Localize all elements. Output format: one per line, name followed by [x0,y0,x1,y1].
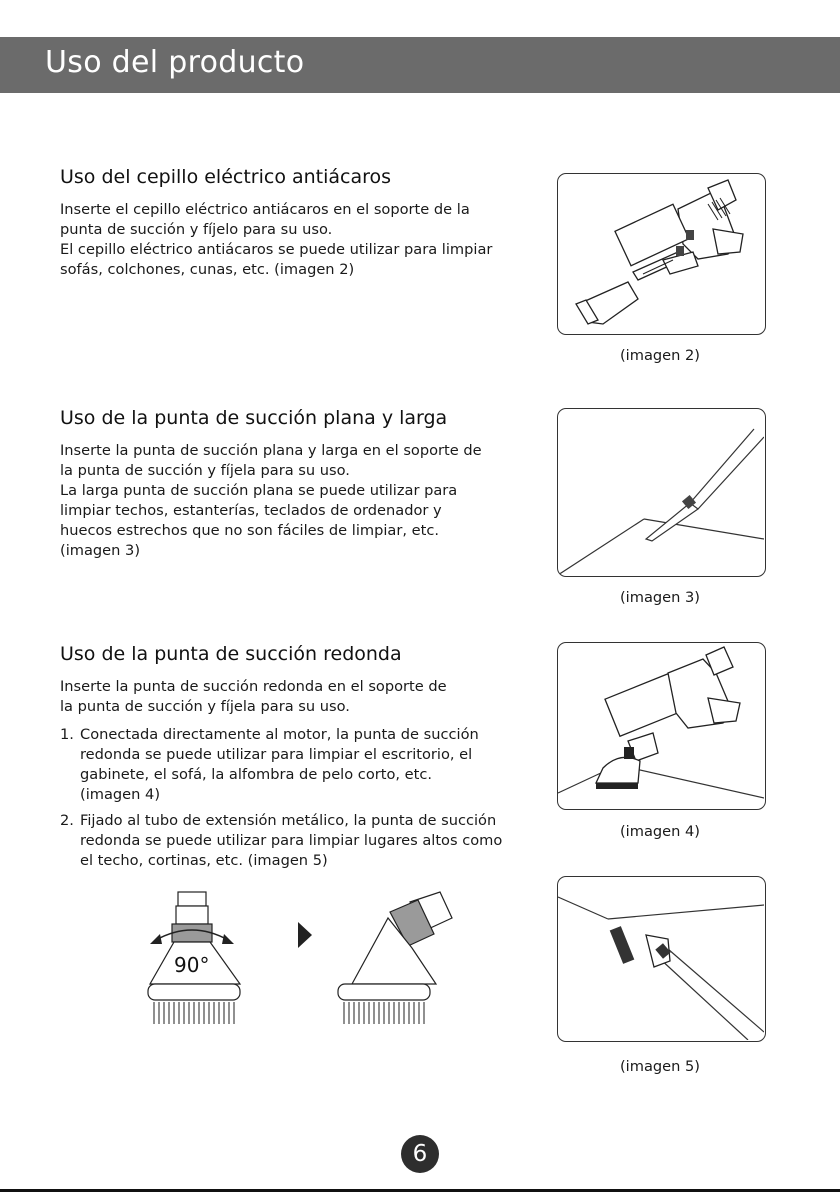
body-line: (imagen 3) [60,542,141,559]
list-line: Conectada directamente al motor, la punta de succión [80,726,479,743]
image-2-frame [557,173,766,335]
usage-list [60,725,502,871]
list-line: Fijado al tubo de extensión metálico, la punta de succión [80,812,497,829]
round-nozzle-floor-illustration [558,643,764,808]
list-item [60,811,502,871]
section-title: Uso del cepillo eléctrico antiácaros [60,166,392,188]
rotation-illustration [140,888,460,1028]
body-line: El cepillo eléctrico antiácaros se puede utilizar para limpiar [60,241,493,258]
body-line: la punta de succión y fíjela para su uso. [60,698,350,715]
section-body [60,441,482,561]
vacuum-brush-illustration [558,174,764,333]
list-line: (imagen 4) [80,786,161,803]
list-number: 1. [60,726,74,743]
round-nozzle-ceiling-illustration [558,877,764,1040]
body-line: Inserte la punta de succión redonda en el soporte de [60,678,447,695]
image-5-frame [557,876,766,1042]
body-line: punta de succión y fíjelo para su uso. [60,221,333,238]
image-4-frame [557,642,766,810]
section-title: Uso de la punta de succión plana y larga [60,407,448,429]
list-item [60,725,502,805]
arrow-right-icon [298,922,312,948]
section-round-nozzle [60,643,502,877]
section-body [60,677,502,871]
page-number-badge: 6 [401,1135,439,1173]
body-line: sofás, colchones, cunas, etc. (imagen 2) [60,261,355,278]
list-line: redonda se puede utilizar para limpiar lugares altos como [80,832,503,849]
image-2-caption: (imagen 2) [619,347,701,364]
image-5-caption: (imagen 5) [619,1058,701,1075]
section-flat-long-nozzle [60,407,482,561]
list-number: 2. [60,812,74,829]
image-3-frame [557,408,766,577]
section-title: Uso de la punta de succión redonda [60,643,402,665]
body-line: Inserte la punta de succión plana y larga en el soporte de [60,442,482,459]
section-body [60,200,492,280]
body-line: La larga punta de succión plana se puede utilizar para [60,482,458,499]
page-header [0,37,840,93]
body-line: Inserte el cepillo eléctrico antiácaros en el soporte de la [60,201,470,218]
image-4-caption: (imagen 4) [619,823,701,840]
list-line: redonda se puede utilizar para limpiar el escritorio, el [80,746,473,763]
page-title: Uso del producto [45,45,305,80]
body-line: huecos estrechos que no son fáciles de limpiar, etc. [60,522,439,539]
flat-nozzle-illustration [558,409,764,575]
body-line: la punta de succión y fíjela para su uso. [60,462,350,479]
section-antiacaros-brush [60,166,492,280]
body-line: limpiar techos, estanterías, teclados de ordenador y [60,502,442,519]
rotation-angle-label: 90° [174,953,210,977]
list-line: gabinete, el sofá, la alfombra de pelo corto, etc. [80,766,433,783]
list-line: el techo, cortinas, etc. (imagen 5) [80,852,328,869]
image-3-caption: (imagen 3) [619,589,701,606]
